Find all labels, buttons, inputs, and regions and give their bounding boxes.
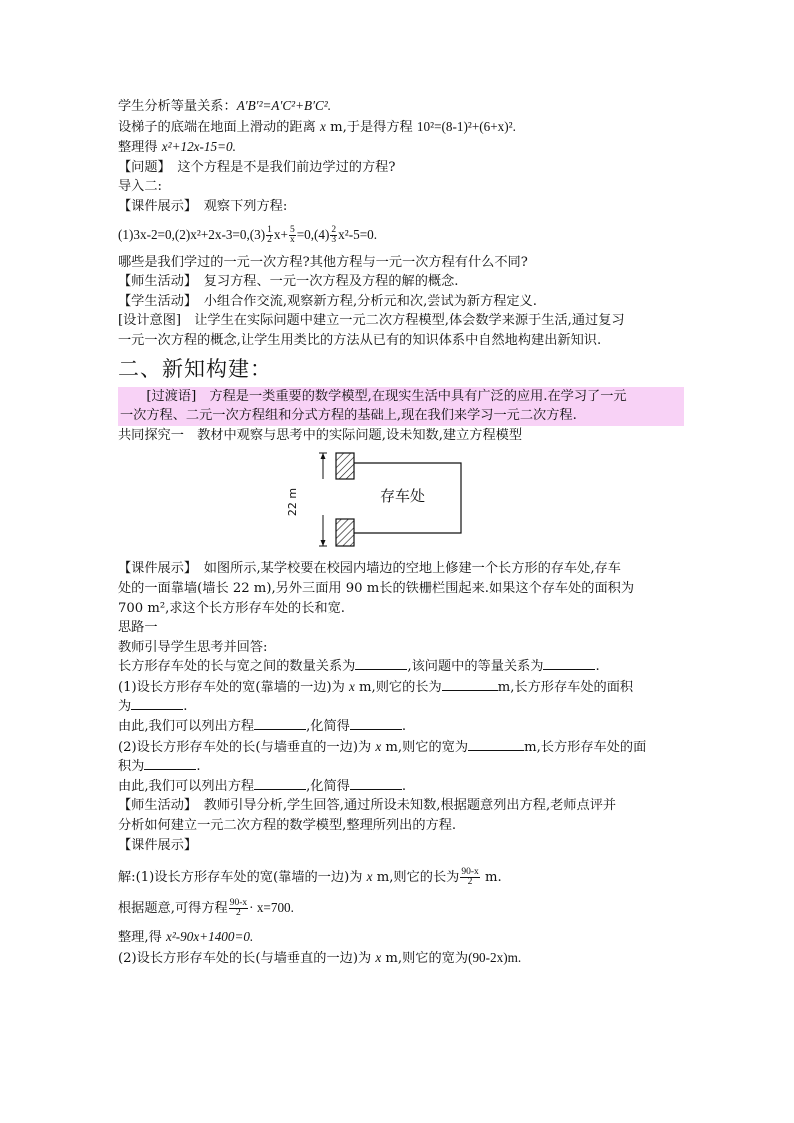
equation-list: [118, 223, 678, 247]
answer-blank[interactable]: [254, 717, 306, 730]
text-line: 【课件展示】 如图所示,某学校要在校园内墙边的空地上修建一个长方形的存车处,存车: [118, 561, 621, 577]
answer-blank[interactable]: [350, 777, 402, 790]
parking-label: 存车处: [380, 487, 426, 506]
text-line: 导入二:: [118, 179, 163, 195]
equation-3-prefix: (3): [249, 226, 266, 242]
text-line: 教师引导学生思考并回答:: [118, 639, 268, 655]
text: 学生分析等量关系：: [118, 99, 237, 114]
text: 设梯子的底端在地面上滑动的距离: [118, 119, 316, 135]
text-line: 一元一次方程的概念,让学生用类比的方法从已有的知识体系中自然地构建出新知识.: [118, 332, 602, 348]
formula: x²+12x-15=0.: [161, 139, 236, 155]
equation-4-prefix: (4): [314, 226, 330, 242]
formula: 10²=(8-1)²+(6+x)².: [416, 118, 516, 134]
text-line: 长方形存车处的长与宽之间的数量关系为 ,该问题中的等量关系为 .: [118, 659, 600, 675]
answer-blank[interactable]: [543, 657, 595, 670]
text-line: [118, 96, 678, 117]
answer-blank[interactable]: [468, 738, 524, 751]
wall-bottom: [336, 519, 354, 546]
fraction: $\frac{5}{x}$: [289, 225, 295, 246]
variable: x: [320, 118, 326, 134]
solution-line: 整理,得 x²-90x+1400=0.: [118, 929, 254, 946]
text-line: 分析如何建立一元二次方程的数学模型,整理所列出的方程.: [118, 818, 457, 834]
question-line: 【问题】 这个方程是不是我们前边学过的方程?: [118, 159, 396, 175]
solution-line: (2)设长方形存车处的长(与墙垂直的一边)为 x m,则它的宽为(90-2x)m.: [118, 949, 522, 966]
parking-diagram: [118, 451, 678, 551]
text-line: 为 .: [118, 699, 188, 715]
text-line: 700 m²,求这个长方形存车处的长和宽.: [118, 600, 345, 616]
text-line: 【课件展示】 观察下列方程:: [118, 198, 288, 214]
equation-3-post: =0,: [296, 226, 315, 242]
text-line: 由此,我们可以列出方程 ,化简得 .: [118, 778, 407, 794]
document-page: [118, 96, 678, 968]
text-line: 共同探究一 教材中观察与思考中的实际问题,设未知数,建立方程模型: [118, 427, 523, 443]
dimension-label: 22 m: [286, 488, 299, 517]
equation-2: (2)x²+2x-3=0,: [174, 226, 250, 242]
text-line: [118, 137, 678, 158]
text-line: 哪些是我们学过的一元一次方程?其他方程与一元一次方程有什么不同?: [118, 254, 528, 270]
equation-4-post: x²-5=0.: [338, 226, 378, 242]
answer-blank[interactable]: [442, 678, 498, 691]
answer-blank[interactable]: [254, 777, 306, 790]
solution-line: 解:(1)设长方形存车处的宽(靠墙的一边)为 x m,则它的长为 $\frac{90-x}{2}$ m.: [118, 867, 502, 888]
text-line: 【师生活动】 复习方程、一元一次方程及方程的解的概念.: [118, 274, 459, 290]
text-line: (2)设长方形存车处的长(与墙垂直的一边)为 x m,则它的宽为 m,长方形存车处的面: [118, 738, 647, 755]
fraction: $\frac{90-x}{2}$: [461, 867, 479, 888]
text-line: [118, 117, 678, 138]
answer-blank[interactable]: [131, 697, 183, 710]
text-line: 【学生活动】 小组合作交流,观察新方程,分析元和次,尝试为新方程定义.: [118, 293, 537, 309]
section-title: 二、新知构建：: [118, 356, 272, 381]
formula: A′B′²=A′C²+B′C².: [236, 98, 331, 113]
fraction: $\frac{2}{3}$: [331, 225, 337, 246]
answer-blank[interactable]: [355, 657, 407, 670]
equation-1: (1)3x-2=0,: [118, 226, 175, 242]
text-line: 【师生活动】 教师引导分析,学生回答,通过所设未知数,根据题意列出方程,老师点评并: [118, 798, 617, 814]
fraction: $\frac{90-x}{2}$: [229, 898, 248, 919]
text-line: 由此,我们可以列出方程 ,化简得 .: [118, 719, 407, 735]
text-line: 处的一面靠墙(墙长 22 m),另外三面用 90 m长的铁栅栏围起来.如果这个存车处的面积为: [118, 580, 635, 596]
text-line: 【课件展示】: [118, 837, 198, 853]
wall-top: [336, 453, 354, 479]
solution-line: 根据题意,可得方程 $\frac{90-x}{2}$ · x=700.: [118, 898, 294, 919]
text-line: [过渡语] 方程是一类重要的数学模型,在现实生活中具有广泛的应用.在学习了一元: [120, 388, 627, 404]
text: 整理得: [118, 140, 158, 156]
answer-blank[interactable]: [144, 757, 196, 770]
text-line: (1)设长方形存车处的宽(靠墙的一边)为 x m,则它的长为 m,长方形存车处的面积: [118, 678, 634, 695]
text-line: 积为 .: [118, 759, 201, 775]
text-line: 一次方程、二元一次方程组和分式方程的基础上,现在我们来学习一元二次方程.: [120, 408, 577, 424]
text-line: [设计意图] 让学生在实际问题中建立一元二次方程模型,体会数学来源于生活,通过复习: [118, 313, 625, 329]
text: m,于是得方程: [330, 119, 413, 135]
text-line: 思路一: [118, 620, 158, 636]
highlighted-transition: [118, 387, 684, 426]
equation-3-mid: x+: [273, 226, 288, 242]
fraction: $\frac{1}{2}$: [267, 225, 272, 246]
answer-blank[interactable]: [350, 717, 402, 730]
